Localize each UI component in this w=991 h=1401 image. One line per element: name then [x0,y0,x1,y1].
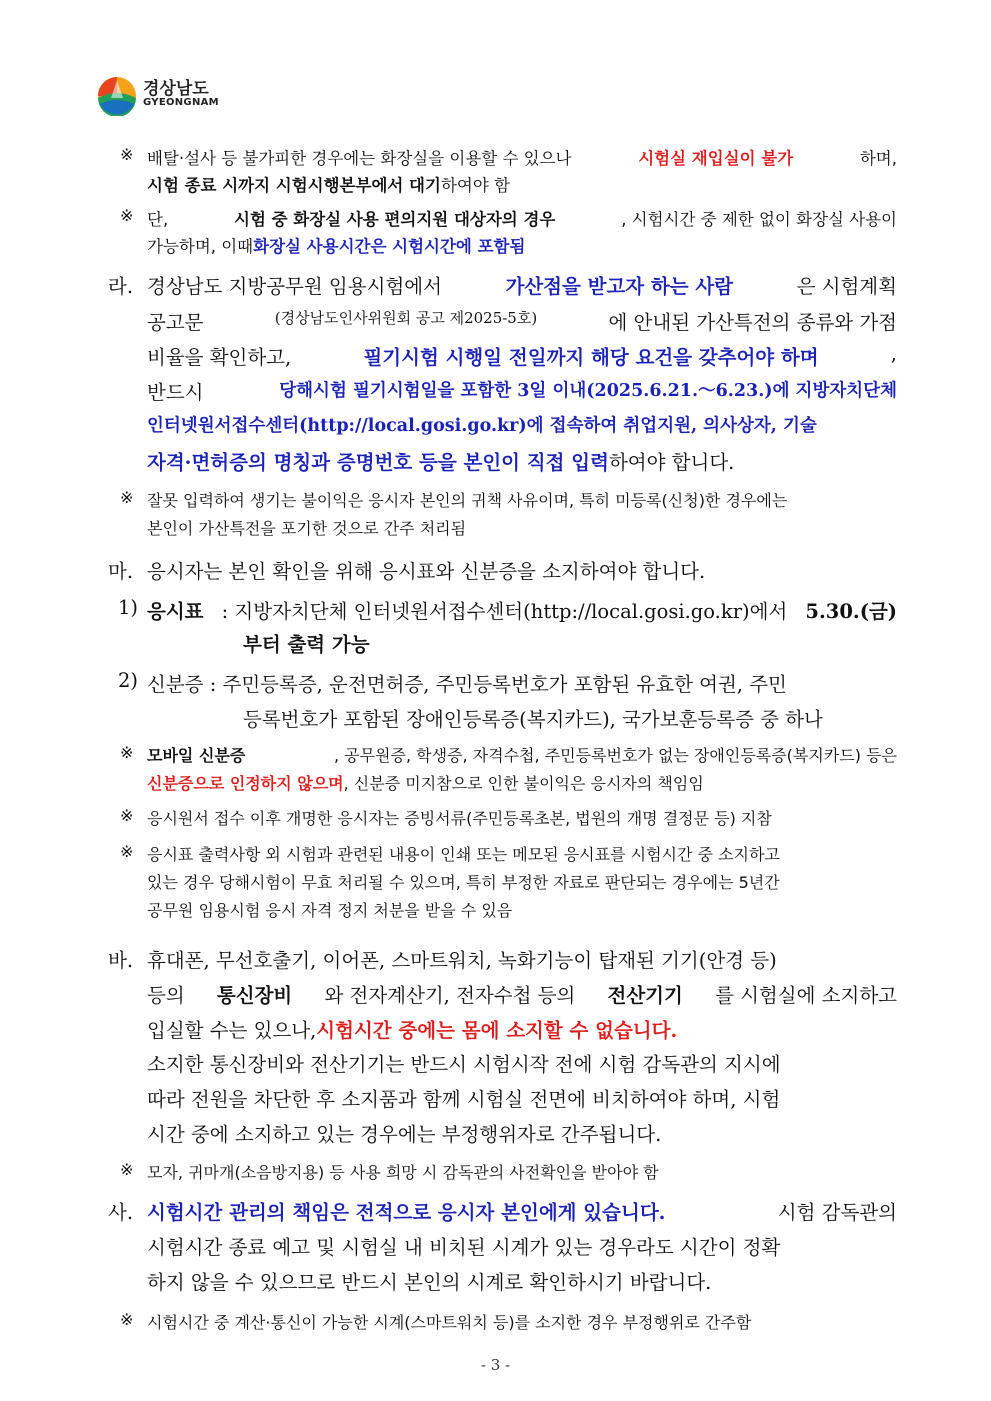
text-span: 응시표 출력사항 외 시험과 관련된 내용이 인쇄 또는 메모된 응시표를 시험시간 중 소지하고 [147,845,780,864]
text-span: 하지 않을 수 있으므로 반드시 본인의 시계로 확인하시기 바랍니다. [147,1271,712,1294]
note-text-line [147,233,525,257]
text-span: 잘못 입력하여 생기는 불이익은 응시자 본인의 귀책 사유이며, 특히 미등록(신청)한 경우에는 [147,491,788,510]
highlight-blue: 자격·면허증의 명칭과 증명번호 등을 본인이 직접 입력 [147,451,609,474]
body-text-line [147,377,897,405]
body-text-line [147,342,897,370]
highlight-blue: 시험시간 관리의 책임은 전적으로 응시자 본인에게 있습니다. [147,1201,666,1224]
text-span: 가능하며, 이때 [147,237,254,256]
highlight-blue: 필기시험 시행일 전일까지 해당 요건을 갖추어야 하며 [363,346,819,369]
highlight-red: 시험시간 중에는 몸에 소지할 수 없습니다. [316,1019,678,1042]
body-text-line [147,307,897,335]
note-text-line [147,172,510,196]
text-span: 비율을 확인하고, [147,346,292,369]
text-span: 와 전자계산기, 전자수첩 등의 [324,984,576,1007]
note-text-line [147,488,897,511]
highlight-blue: 당해시험 필기시험일을 포함한 3일 이내(2025.6.21.～6.23.)에 지방자치단체 [279,381,897,401]
section-marker: 마. [108,560,134,583]
note-text-line [147,1310,883,1333]
note-mark: ※ [120,488,134,507]
text-span: , [890,342,897,365]
body-text-line [147,447,734,475]
body-text-line [147,1049,897,1077]
body-text-line [147,1267,817,1295]
logo-text-english: GYEONGNAM [143,97,219,108]
text-span: 공무원 임용시험 응시 자격 정지 처분을 받을 수 있음 [147,901,513,920]
body-text-line [147,1197,897,1225]
text-span: 경상남도 지방공무원 임용시험에서 [147,275,442,298]
note-text-line [147,771,704,794]
text-span: 공고문 [147,311,204,334]
body-text-line [147,271,897,299]
note-text-line [147,806,897,829]
body-text-line [243,704,897,732]
text-span: 를 시험실에 소지하고 [715,984,897,1007]
text-span: 배탈·설사 등 불가피한 경우에는 화장실을 이용할 수 있으나 [147,149,572,168]
gyeongnam-logo [97,72,237,120]
text-span: 신분증 : 주민등록증, 운전면허증, 주민등록번호가 포함된 유효한 여권, 주민 [147,673,787,696]
body-text-line [147,556,809,584]
text-span: 시험시간 중 계산·통신이 가능한 시계(스마트워치 등)를 소지한 경우 부정행위로 간주함 [147,1313,752,1332]
highlight-bold: 전산기기 [607,984,683,1007]
text-span: 본인이 가산특전을 포기한 것으로 간주 처리됨 [147,519,467,538]
body-text-line [147,669,897,697]
highlight-bold: 시험 종료 시까지 시험시행본부에서 대기 [147,176,441,195]
note-mark: ※ [120,145,134,164]
text-span: 등록번호가 포함된 장애인등록증(복지카드), 국가보훈등록증 중 하나 [243,708,823,731]
text-span: 하여야 함 [440,176,510,195]
highlight-bold: 시험 중 화장실 사용 편의지원 대상자의 경우 [234,210,556,229]
highlight-blue: 가산점을 받고자 하는 사람 [505,275,734,298]
highlight-blue: 화장실 사용시간은 시험시간에 포함됨 [253,237,526,256]
text-span: 반드시 [147,381,204,404]
text-span: 단, [147,210,169,229]
text-span: 하며, [859,149,897,168]
note-text-line [147,898,512,921]
note-mark: ※ [120,206,134,225]
highlight-blue: 인터넷원서접수센터(http://local.gosi.go.kr)에 접속하여 취업지원, 의사상자, 기술 [147,416,817,436]
text-span: 응시원서 접수 이후 개명한 응시자는 증빙서류(주민등록초본, 법원의 개명 결정문 등) 지참 [147,809,772,828]
body-text-line [147,596,897,624]
text-span: 응시자는 본인 확인을 위해 응시표와 신분증을 소지하여야 합니다. [147,560,706,583]
section-marker: 사. [108,1201,134,1224]
body-text-line [147,1232,897,1260]
note-mark: ※ [120,1160,134,1179]
section-marker: 라. [108,275,134,298]
text-span: 시간 중에 소지하고 있는 경우에는 부정행위자로 간주됩니다. [147,1123,662,1146]
note-text-line [147,1160,769,1183]
note-mark: ※ [120,743,134,762]
text-span: 모자, 귀마개(소음방지용) 등 사용 희망 시 감독관의 사전확인을 받아야 함 [147,1163,659,1182]
item-marker: 1) [118,596,139,619]
note-text-line [147,870,897,893]
highlight-bold: 응시표 [147,600,204,623]
page-number: - 3 - [480,1356,511,1374]
text-span: 소지한 통신장비와 전산기기는 반드시 시험시작 전에 시험 감독관의 지시에 [147,1053,781,1076]
body-text-line [243,629,370,657]
text-span: 따라 전원을 차단한 후 소지품과 함께 시험실 전면에 비치하여야 하며, 시험 [147,1088,781,1111]
text-span: 시험시간 종료 예고 및 시험실 내 비치된 시계가 있는 경우라도 시간이 정확 [147,1236,781,1259]
text-span: , 신분증 미지참으로 인한 불이익은 응시자의 책임임 [343,774,704,793]
body-text-line [147,980,897,1008]
text-span: 하여야 합니다. [608,451,735,474]
text-span: , 시험시간 중 제한 없이 화장실 사용이 [621,210,897,229]
note-text-line [147,842,897,865]
note-text-line [147,743,897,766]
text-span: 휴대폰, 무선호출기, 이어폰, 스마트워치, 녹화기능이 탑재된 기기(안경 등) [147,949,777,972]
logo-text-korean: 경상남도 [143,79,209,99]
text-span: : 지방자치단체 인터넷원서접수센터(http://local.gosi.go.kr)에서 [221,600,788,623]
highlight-bold: 모바일 신분증 [147,746,246,765]
highlight-bold: 부터 출력 가능 [243,633,370,656]
text-span: 은 시험계획 [796,275,897,298]
body-text-line [147,1119,757,1147]
text-span: 등의 [147,984,185,1007]
highlight-bold: 5.30.(금) [805,600,897,623]
note-text-line [147,206,897,230]
text-span: 있는 경우 당해시험이 무효 처리될 수 있으며, 특히 부정한 자료로 판단되는 경우에는 5년간 [147,873,780,892]
text-span: 에 안내된 가산특전의 종류와 가점 [608,311,897,334]
note-text-line [147,516,466,539]
body-text-line [147,1084,897,1112]
body-text-line [147,412,897,437]
note-text-line [147,145,897,169]
highlight-red: 시험실 재입실이 불가 [638,149,794,168]
body-text-line [147,1015,677,1043]
text-span: , 공무원증, 학생증, 자격수첩, 주민등록번호가 없는 장애인등록증(복지카드) 등은 [333,746,897,765]
text-span: 시험 감독관의 [777,1201,897,1224]
note-mark: ※ [120,842,134,861]
body-text-line [147,945,897,973]
item-marker: 2) [118,669,139,692]
note-mark: ※ [120,806,134,825]
gyeongnam-emblem-icon [97,76,137,116]
text-span: 입실할 수는 있으나, [147,1019,317,1042]
highlight-red: 신분증으로 인정하지 않으며 [147,774,344,793]
section-marker: 바. [108,949,134,972]
text-span-small: (경상남도인사위원회 공고 제2025-5호) [274,309,538,327]
note-mark: ※ [120,1310,134,1329]
highlight-bold: 통신장비 [216,984,293,1007]
